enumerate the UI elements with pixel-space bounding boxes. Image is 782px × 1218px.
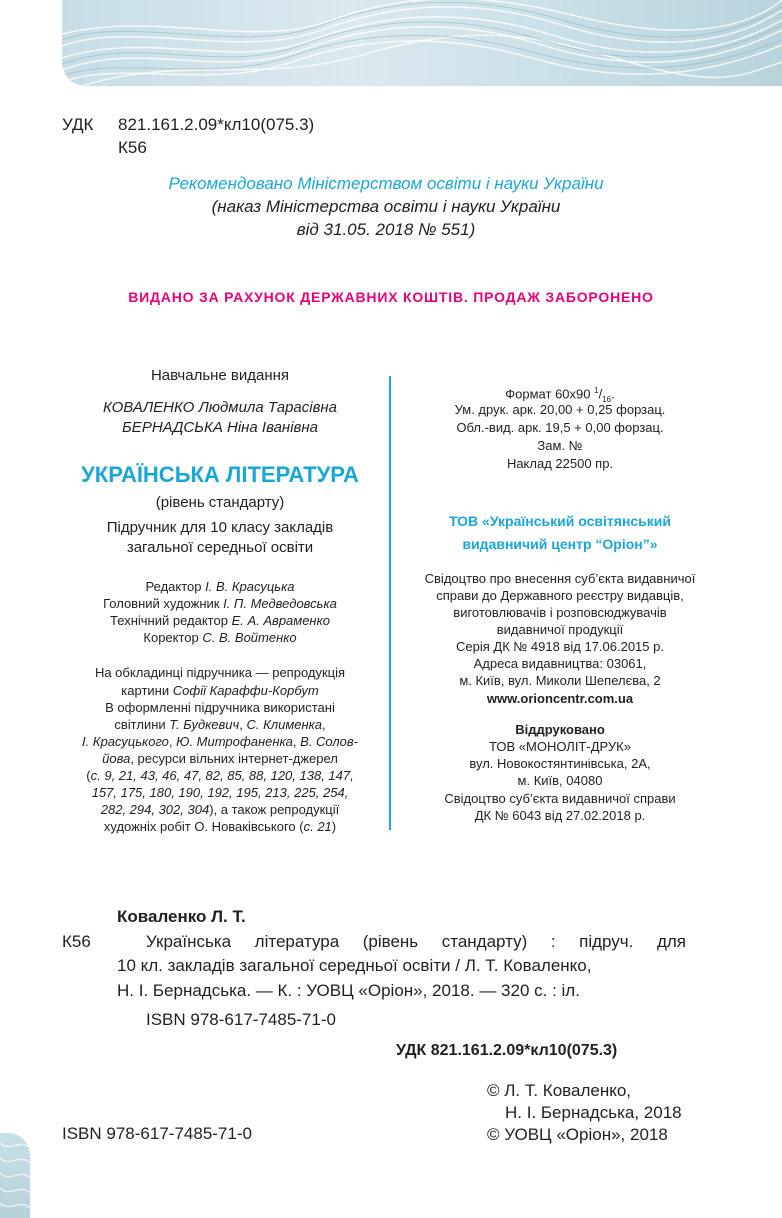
copyright-author-2: Н. І. Бернадська, 2018 bbox=[505, 1103, 682, 1122]
recommendation-order-line: (наказ Міністерства освіти і науки України bbox=[211, 197, 561, 216]
printed-label: Віддруковано bbox=[515, 722, 605, 737]
print-sheets: Ум. друк. арк. 20,00 + 0,25 форзац. bbox=[454, 402, 666, 417]
separator: , bbox=[239, 717, 247, 732]
format-numerator: 1 bbox=[594, 386, 599, 395]
catalog-line-1: Українська література (рівень стандарту) : підруч. для bbox=[146, 932, 686, 951]
photographer-name: Ю. Митрофаненка bbox=[176, 734, 293, 749]
staff-name: Е. А. Авраменко bbox=[231, 613, 330, 628]
staff-name: І. В. Красуцька bbox=[205, 579, 295, 594]
catalog-author: Коваленко Л. Т. bbox=[117, 907, 246, 926]
decorative-corner bbox=[0, 1133, 30, 1218]
recommendation-line: Рекомендовано Міністерством освіти і науки України bbox=[168, 174, 604, 193]
copyright-author-1: © Л. Т. Коваленко, bbox=[487, 1081, 632, 1100]
decorative-wave-band bbox=[62, 0, 782, 86]
publishing-sheets: Обл.-вид. арк. 19,5 + 0,00 форзац. bbox=[456, 420, 664, 435]
design-note-1: В оформленні підручника використані bbox=[105, 700, 335, 715]
catalog-line-3: Н. І. Бернадська. — К. : УОВЦ «Оріон», 2018. — 320 с. : іл. bbox=[117, 981, 580, 1000]
design-text: світлини bbox=[114, 717, 170, 732]
recommendation-date-line: від 31.05. 2018 № 551) bbox=[296, 220, 476, 239]
order-number: Зам. № bbox=[537, 438, 583, 453]
author-1: КОВАЛЕНКО Людмила Тарасівна bbox=[102, 399, 338, 416]
catalog-line-2: 10 кл. закладів загальної середньої освіти / Л. Т. Коваленко, bbox=[117, 956, 592, 975]
catalog-udk: УДК 821.161.2.09*кл10(075.3) bbox=[396, 1042, 618, 1059]
header-k-code: К56 bbox=[118, 138, 147, 157]
format-text: Формат 60х90 bbox=[505, 386, 595, 402]
book-description-1: Підручник для 10 класу закладів bbox=[106, 519, 334, 536]
bracket: ( bbox=[86, 768, 91, 783]
design-note-6: 157, 175, 180, 190, 192, 195, 213, 225, 254, bbox=[91, 785, 349, 800]
cover-artist: Софії Караффи-Корбут bbox=[172, 683, 319, 698]
author-2: БЕРНАДСЬКА Ніна Іванівна bbox=[122, 419, 318, 436]
design-note-7 bbox=[40, 801, 400, 818]
photographer-name: І. Красуцького bbox=[81, 734, 169, 749]
staff-role: Технічний редактор bbox=[110, 613, 228, 628]
staff-chief-artist bbox=[40, 595, 400, 612]
printer-street: вул. Новокостянтинівська, 2А, bbox=[469, 756, 651, 771]
design-note-4 bbox=[40, 750, 400, 767]
publisher-address-2: м. Київ, вул. Миколи Шепелєва, 2 bbox=[459, 673, 661, 688]
photographer-name: С. Клименка bbox=[246, 717, 322, 732]
circulation: Наклад 22500 пр. bbox=[506, 456, 614, 471]
design-note-5 bbox=[40, 767, 400, 784]
design-text: , ресурси вільних інтернет-джерел bbox=[130, 751, 338, 766]
certificate-line-3: виготовлювачів і розповсюджувачів bbox=[453, 605, 667, 620]
copyright-publisher: © УОВЦ «Оріон», 2018 bbox=[487, 1125, 668, 1144]
printer-city: м. Київ, 04080 bbox=[517, 773, 603, 788]
separator: , bbox=[292, 734, 301, 749]
design-note-2 bbox=[40, 716, 400, 733]
page-ref: с. 21 bbox=[303, 819, 332, 834]
format-slash: / bbox=[598, 386, 603, 402]
book-level: (рівень стандарту) bbox=[155, 494, 285, 511]
publisher-website: www.orioncentr.com.ua bbox=[486, 691, 634, 706]
design-text: ), а також репродукції bbox=[209, 802, 340, 817]
edition-type: Навчальне видання bbox=[150, 367, 290, 384]
notice-banner: ВИДАНО ЗА РАХУНОК ДЕРЖАВНИХ КОШТІВ. ПРОДАЖ ЗАБОРОНЕНО bbox=[128, 289, 654, 305]
staff-tech-editor bbox=[40, 612, 400, 629]
staff-editor bbox=[40, 578, 400, 595]
staff-name: С. В. Войтенко bbox=[202, 630, 297, 645]
book-title: УКРАЇНСЬКА ЛІТЕРАТУРА bbox=[81, 462, 359, 487]
catalog-k-code: К56 bbox=[62, 932, 91, 951]
format-denominator: 16 bbox=[602, 394, 612, 404]
certificate-line-4: видавничої продукції bbox=[496, 622, 624, 637]
photographer-name: йова bbox=[102, 751, 131, 766]
footer-isbn: ISBN 978-617-7485-71-0 bbox=[62, 1124, 252, 1143]
certificate-series: Серія ДК № 4918 від 17.06.2015 р. bbox=[456, 639, 664, 654]
header-udk-label: УДК bbox=[62, 115, 94, 134]
catalog-isbn: ISBN 978-617-7485-71-0 bbox=[146, 1010, 336, 1029]
printer-certificate: Свідоцтво суб’єкта видавничої справи bbox=[444, 791, 676, 806]
certificate-line-2: справи до Державного реєстру видавців, bbox=[436, 588, 684, 603]
wave-pattern bbox=[62, 0, 782, 86]
cover-note-2 bbox=[40, 682, 400, 699]
separator: , bbox=[321, 717, 326, 732]
bracket: ) bbox=[331, 819, 337, 834]
publisher-name-1: ТОВ «Український освітянський bbox=[448, 513, 672, 529]
corner-wave-pattern bbox=[0, 1133, 30, 1218]
design-note-8 bbox=[40, 818, 400, 835]
staff-role: Головний художник bbox=[103, 596, 220, 611]
printer-name: ТОВ «МОНОЛІТ-ДРУК» bbox=[489, 739, 631, 754]
certificate-line-1: Свідоцтво про внесення суб’єкта видавничої bbox=[424, 571, 696, 586]
separator: , bbox=[168, 734, 177, 749]
page-list: 282, 294, 302, 304 bbox=[100, 802, 210, 817]
staff-role: Коректор bbox=[143, 630, 199, 645]
page-list: с. 9, 21, 43, 46, 47, 82, 85, 88, 120, 138, 147, bbox=[90, 768, 354, 783]
cover-note-text: картини bbox=[121, 683, 173, 698]
staff-corrector bbox=[40, 629, 400, 646]
printer-certificate-number: ДК № 6043 від 27.02.2018 р. bbox=[474, 808, 646, 823]
header-udk-code: 821.161.2.09*кл10(075.3) bbox=[118, 115, 315, 134]
staff-role: Редактор bbox=[145, 579, 202, 594]
publisher-name-2: видавничий центр “Оріон”» bbox=[462, 536, 658, 552]
book-description-2: загальної середньої освіти bbox=[126, 539, 314, 556]
publisher-address-1: Адреса видавництва: 03061, bbox=[473, 656, 647, 671]
photographer-name: Т. Будкевич bbox=[169, 717, 240, 732]
photographer-name: В. Солов- bbox=[300, 734, 359, 749]
design-text: художніх робіт О. Новаківського ( bbox=[103, 819, 304, 834]
format-dot: . bbox=[611, 386, 615, 402]
design-note-3 bbox=[40, 733, 400, 750]
staff-name: І. П. Медведовська bbox=[223, 596, 337, 611]
cover-note-1: На обкладинці підручника — репродукція bbox=[94, 665, 346, 680]
